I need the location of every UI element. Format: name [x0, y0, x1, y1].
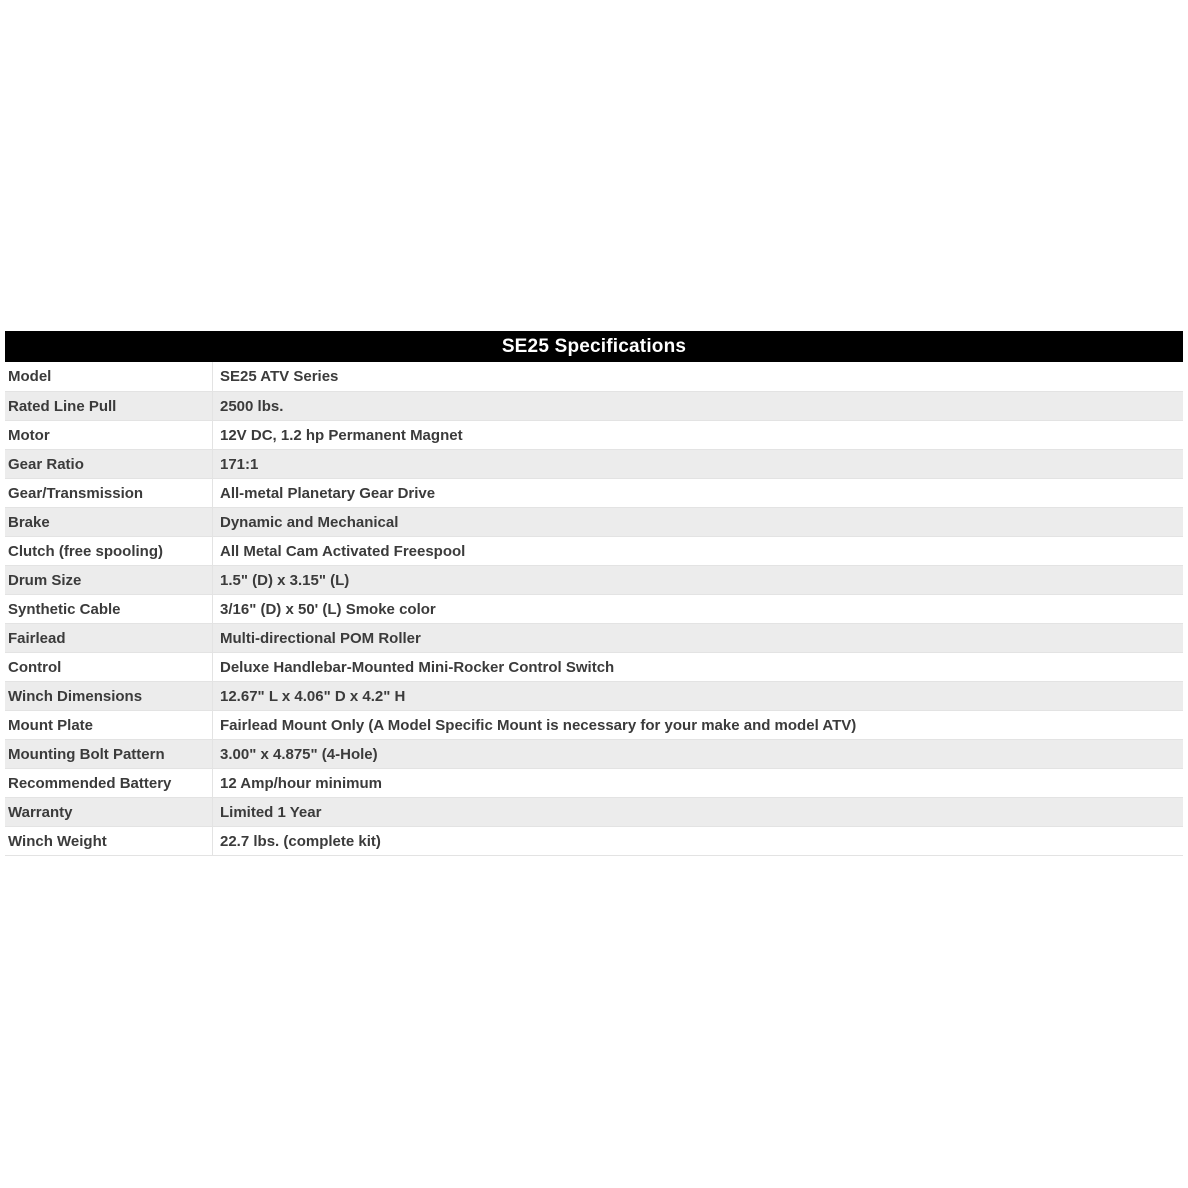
- table-row: [5, 478, 1183, 507]
- table-row: [5, 420, 1183, 449]
- specifications-table: [5, 331, 1183, 856]
- spec-value: Multi-directional POM Roller: [220, 629, 421, 647]
- spec-label: Fairlead: [5, 624, 213, 652]
- spec-value: 3/16" (D) x 50' (L) Smoke color: [220, 600, 436, 618]
- table-row: [5, 652, 1183, 681]
- spec-value: 171:1: [220, 455, 259, 473]
- table-row: [5, 362, 1183, 391]
- spec-value: SE25 ATV Series: [220, 368, 339, 385]
- spec-label: Warranty: [5, 798, 213, 826]
- spec-value: All Metal Cam Activated Freespool: [220, 542, 466, 560]
- table-row: [5, 710, 1183, 739]
- spec-value: 12.67" L x 4.06" D x 4.2" H: [220, 687, 406, 705]
- spec-value: Deluxe Handlebar-Mounted Mini-Rocker Control Switch: [220, 658, 615, 676]
- table-row: [5, 826, 1183, 855]
- spec-value: 2500 lbs.: [220, 397, 284, 415]
- spec-label: Clutch (free spooling): [5, 537, 213, 565]
- spec-value: 12 Amp/hour minimum: [220, 774, 382, 792]
- spec-label: Brake: [5, 508, 213, 536]
- table-row: [5, 623, 1183, 652]
- spec-value: Dynamic and Mechanical: [220, 513, 399, 531]
- table-body: [5, 362, 1183, 855]
- spec-value: 22.7 lbs. (complete kit): [220, 832, 381, 850]
- spec-label: Drum Size: [5, 566, 213, 594]
- table-row: [5, 507, 1183, 536]
- spec-label: Winch Weight: [5, 827, 213, 855]
- spec-label: Gear Ratio: [5, 450, 213, 478]
- table-row: [5, 768, 1183, 797]
- table-row: [5, 594, 1183, 623]
- spec-value: Limited 1 Year: [220, 803, 322, 821]
- spec-label: Synthetic Cable: [5, 595, 213, 623]
- spec-value: 12V DC, 1.2 hp Permanent Magnet: [220, 426, 463, 444]
- table-row: [5, 565, 1183, 594]
- spec-label: Mounting Bolt Pattern: [5, 740, 213, 768]
- table-row: [5, 391, 1183, 420]
- spec-value: 3.00" x 4.875" (4-Hole): [220, 745, 378, 763]
- table-row: [5, 681, 1183, 710]
- spec-label: Mount Plate: [5, 711, 213, 739]
- table-row: [5, 797, 1183, 826]
- spec-label: Motor: [5, 421, 213, 449]
- spec-label: Recommended Battery: [5, 769, 213, 797]
- spec-label: Winch Dimensions: [5, 682, 213, 710]
- spec-value: Fairlead Mount Only (A Model Specific Mount is necessary for your make and model ATV): [220, 716, 857, 734]
- spec-label: Gear/Transmission: [5, 479, 213, 507]
- spec-label: Rated Line Pull: [5, 392, 213, 420]
- spec-label: Model: [5, 362, 213, 391]
- table-row: [5, 739, 1183, 768]
- table-row: [5, 449, 1183, 478]
- spec-label: Control: [5, 653, 213, 681]
- table-row: [5, 536, 1183, 565]
- spec-value: All-metal Planetary Gear Drive: [220, 484, 436, 502]
- table-title: SE25 Specifications: [5, 331, 1183, 362]
- spec-value: 1.5" (D) x 3.15" (L): [220, 571, 350, 589]
